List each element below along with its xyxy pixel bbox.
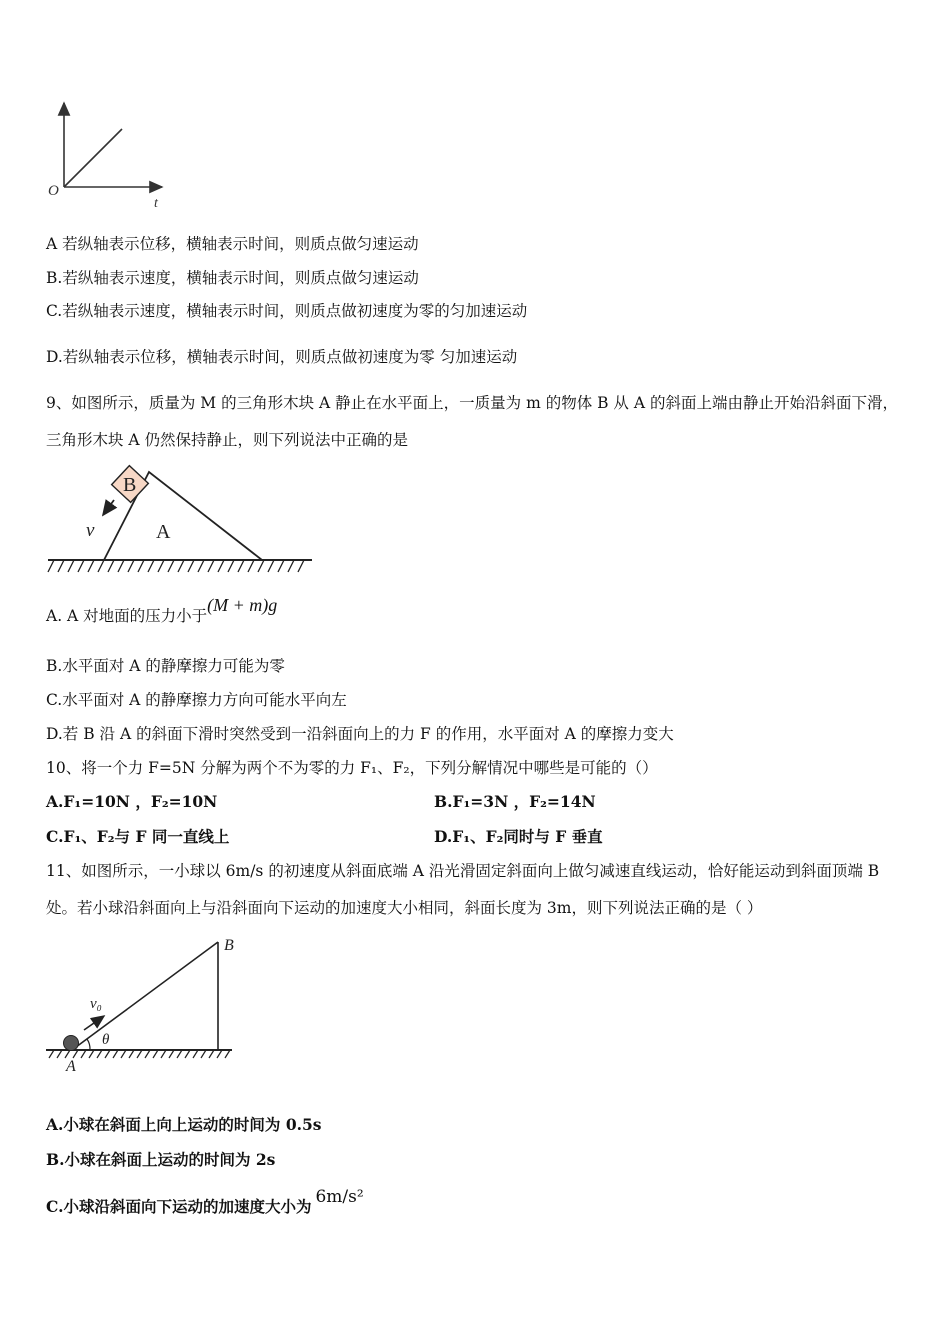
q8-option-c: C.若纵轴表示速度，横轴表示时间，则质点做初速度为零的匀加速运动 — [46, 302, 528, 320]
q10-option-b: B.F₁=3N ，F₂=14N — [434, 792, 596, 811]
q11-stem-line1: 11、如图所示，一小球以 6m/s 的初速度从斜面底端 A 沿光滑固定斜面向上做匀减速直线运动，恰好能运动到斜面顶端 B — [46, 862, 880, 880]
q9-stem-line1: 9、如图所示，质量为 M 的三角形木块 A 静止在水平面上，一质量为 m 的物体 B 从 A 的斜面上端由静止开始沿斜面下滑， — [46, 394, 898, 412]
velocity-label: v₀ — [90, 996, 102, 1012]
velocity-label: v — [86, 520, 95, 541]
wedge-figure — [44, 460, 319, 580]
ball — [64, 1036, 79, 1051]
q9-option-a-text: A. A 对地面的压力小于 — [46, 607, 208, 625]
graph-line — [64, 129, 122, 187]
t-axis-label: t — [154, 196, 158, 211]
q11-option-c — [46, 1187, 364, 1218]
q11-option-b: B.小球在斜面上运动的时间为 2s — [46, 1150, 276, 1169]
q9-option-c: C.水平面对 A 的静摩擦力方向可能水平向左 — [46, 691, 347, 709]
q10-option-a: A.F₁=10N ，F₂=10N — [46, 792, 218, 811]
q11-option-c-text: C.小球沿斜面向下运动的加速度大小为 — [46, 1197, 312, 1216]
q9-option-b: B.水平面对 A 的静摩擦力可能为零 — [46, 657, 285, 675]
q10-option-c: C.F₁、F₂与 F 同一直线上 — [46, 827, 230, 846]
graph-figure — [40, 95, 170, 215]
q11-stem-line2: 处。若小球沿斜面向上与沿斜面向下运动的加速度大小相同，斜面长度为 3m，则下列说法正确的是（ ） — [46, 899, 763, 917]
wedge-a-label: A — [156, 521, 171, 543]
q8-option-d: D.若纵轴表示位移，横轴表示时间，则质点做初速度为零 匀加速运动 — [46, 348, 518, 366]
angle-arc — [87, 1039, 90, 1050]
q8-option-b: B.若纵轴表示速度，横轴表示时间，则质点做匀速运动 — [46, 269, 419, 287]
velocity-arrow — [103, 500, 114, 515]
point-a-label: A — [66, 1058, 76, 1075]
q10-option-d: D.F₁、F₂同时与 F 垂直 — [434, 827, 603, 846]
q8-option-a: A 若纵轴表示位移，横轴表示时间，则质点做匀速运动 — [46, 235, 419, 253]
point-b-label: B — [224, 937, 234, 954]
q10-stem: 10、将一个力 F=5N 分解为两个不为零的力 F₁、F₂，下列分解情况中哪些是可能的（） — [46, 759, 658, 777]
ground-hatch — [49, 1050, 230, 1058]
q9-option-a — [46, 595, 278, 627]
q11-option-a: A.小球在斜面上向上运动的时间为 0.5s — [46, 1115, 322, 1134]
q9-option-a-formula: (M + m)g — [207, 595, 278, 615]
incline-figure — [44, 932, 244, 1077]
block-b-label: B — [123, 474, 137, 496]
q9-option-d: D.若 B 沿 A 的斜面下滑时突然受到一沿斜面向上的力 F 的作用，水平面对 A 的摩擦力变大 — [46, 725, 674, 743]
q9-stem-line2: 三角形木块 A 仍然保持静止，则下列说法中正确的是 — [46, 431, 409, 449]
angle-label: θ — [102, 1032, 110, 1048]
ground-hatch — [48, 560, 304, 572]
q11-option-c-formula: 6m/s² — [315, 1187, 364, 1207]
origin-label: O — [48, 183, 59, 199]
